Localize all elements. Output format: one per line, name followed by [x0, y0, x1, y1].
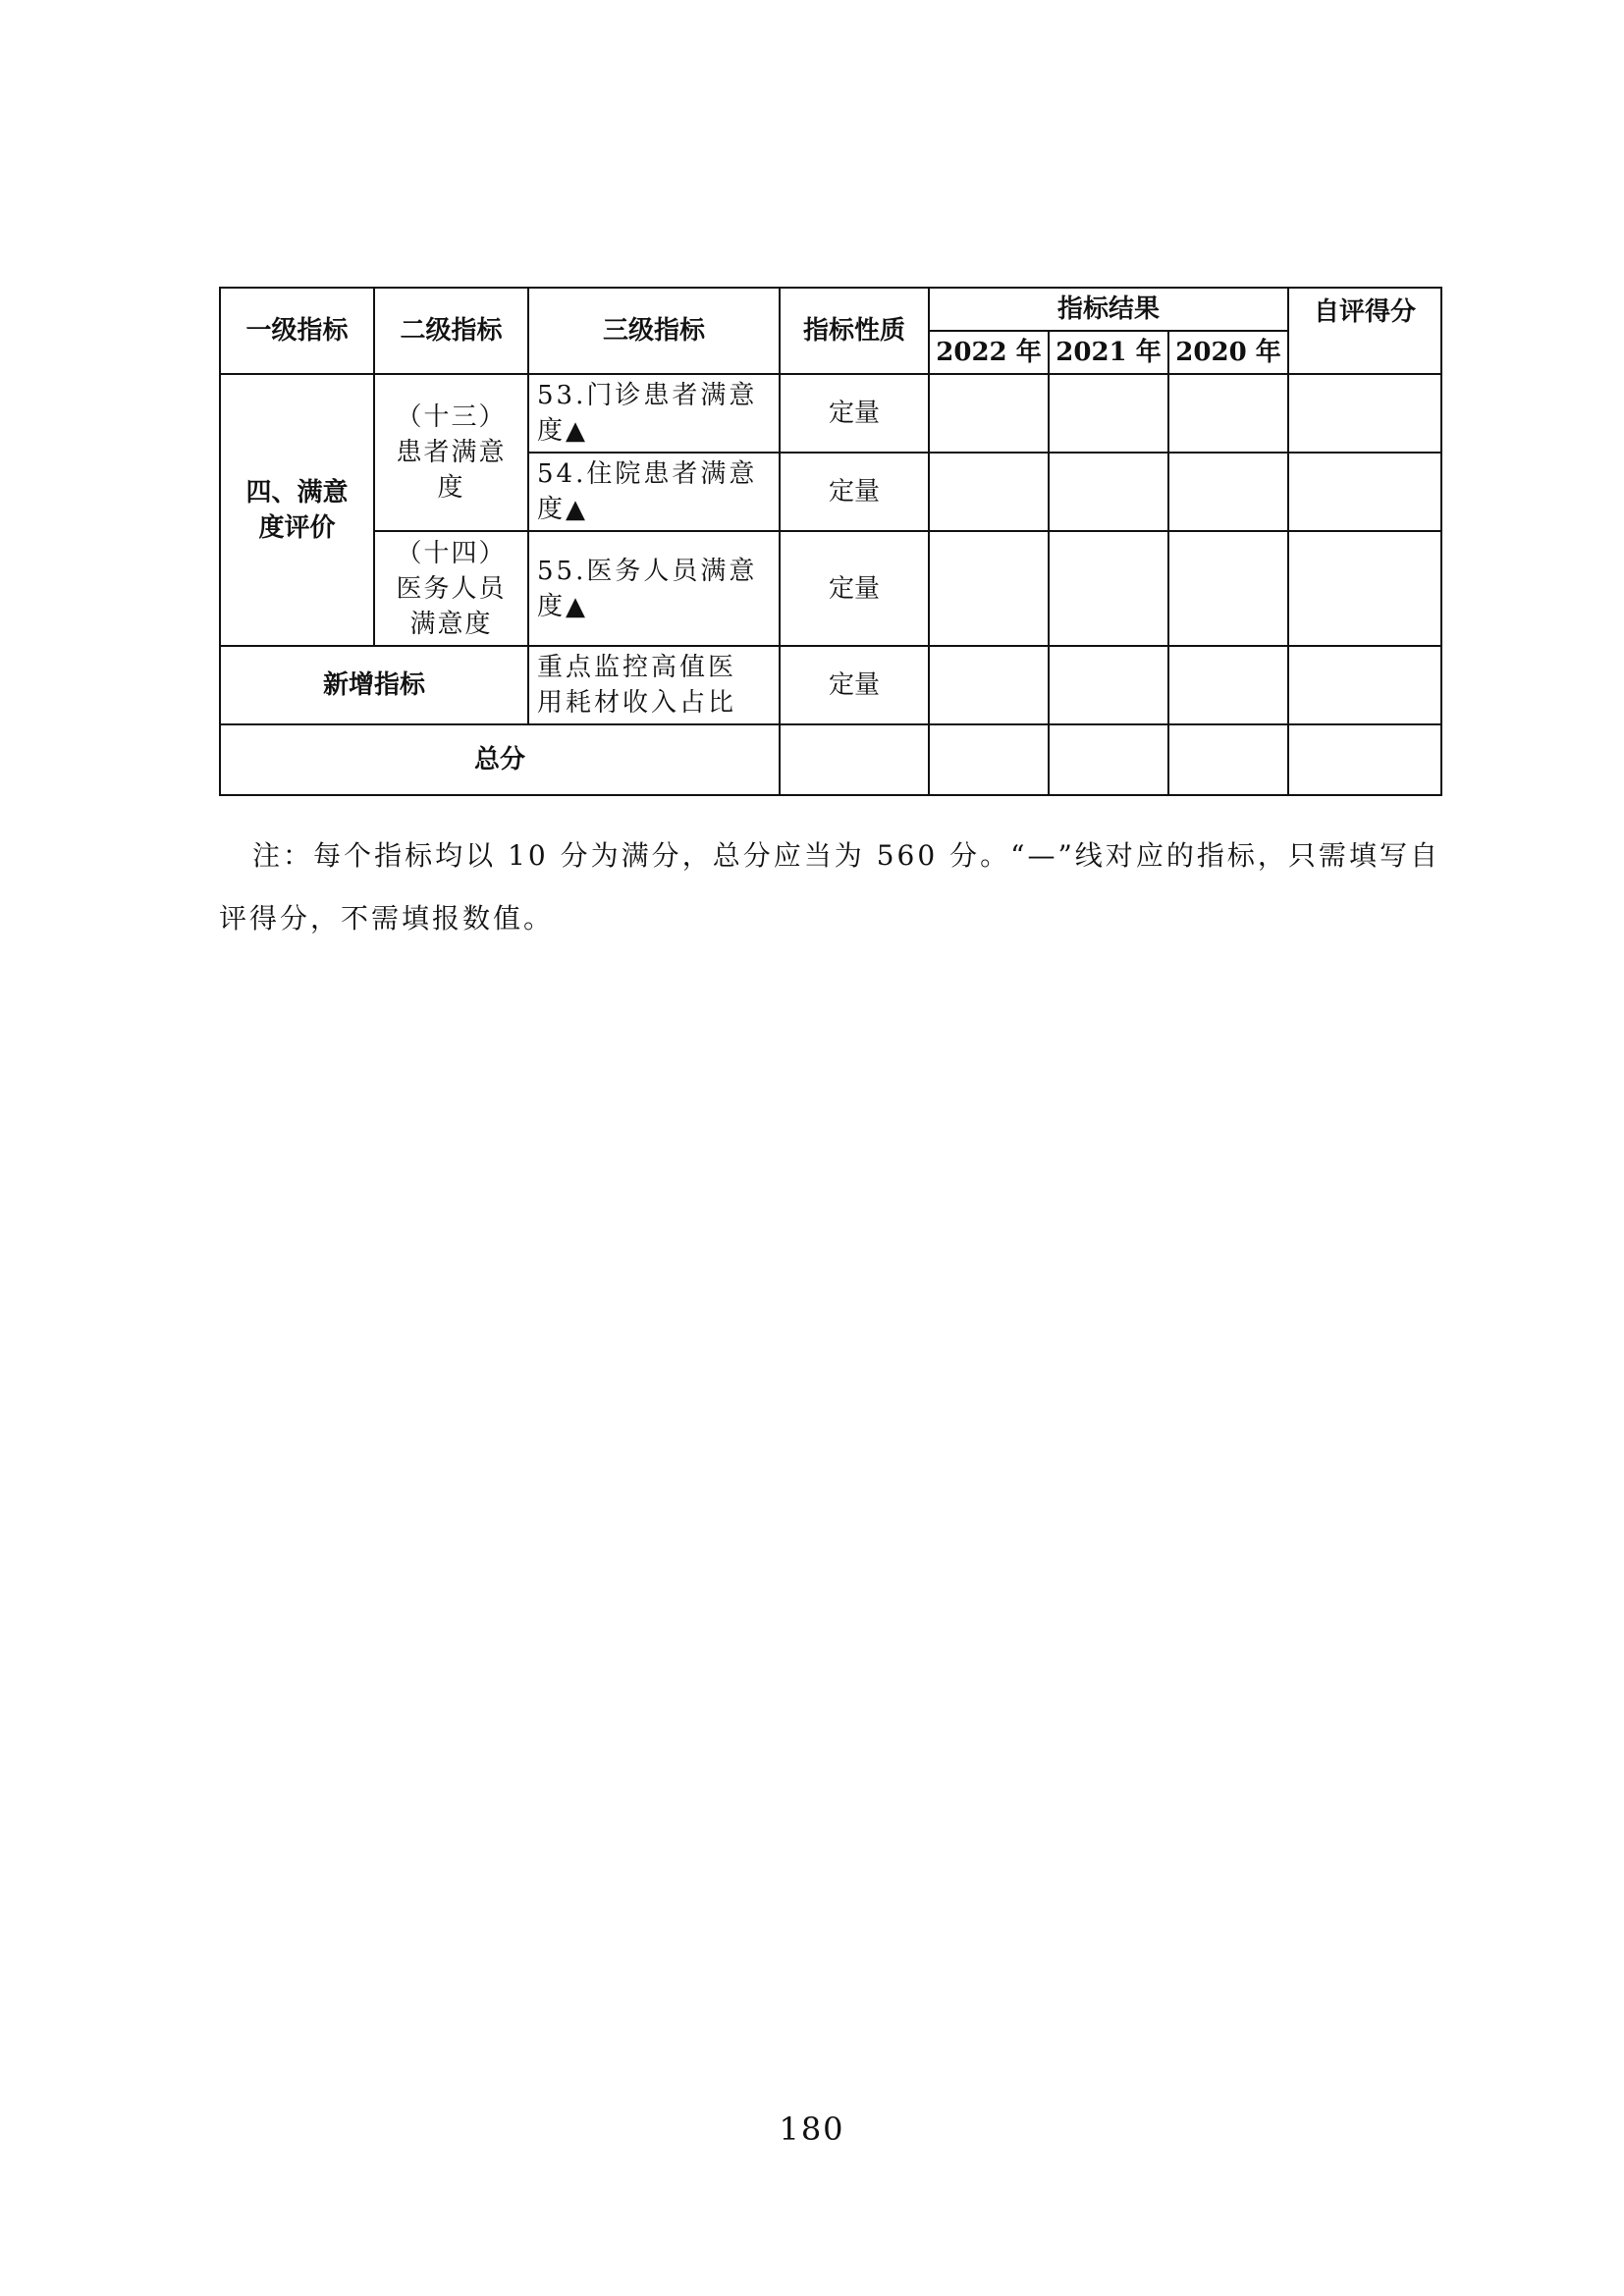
level2-line: 度: [437, 473, 465, 503]
new-indicator-label: 新增指标: [220, 646, 528, 724]
header-nature: 指标性质: [780, 288, 929, 374]
total-row: [220, 724, 1441, 795]
total-label: 总分: [220, 724, 780, 795]
level3-line: 54.住院患者满意: [537, 459, 758, 489]
result-2022-cell[interactable]: [929, 531, 1049, 646]
level2-patient-satisfaction-cell: [374, 374, 528, 531]
level3-new-indicator: [528, 646, 780, 724]
result-2021-cell[interactable]: [1049, 531, 1168, 646]
result-2020-cell[interactable]: [1168, 453, 1288, 531]
self-score-cell[interactable]: [1288, 531, 1441, 646]
nature-cell: 定量: [780, 374, 929, 453]
total-nature-cell: [780, 724, 929, 795]
nature-cell: 定量: [780, 646, 929, 724]
header-row: [220, 288, 1441, 331]
level3-line: 53.门诊患者满意: [537, 381, 758, 410]
level3-item-53: [528, 374, 780, 453]
table-row: [220, 646, 1441, 724]
header-year-2022: 2022 年: [929, 331, 1049, 374]
total-self-score-cell[interactable]: [1288, 724, 1441, 795]
total-2021-cell[interactable]: [1049, 724, 1168, 795]
level3-line: 度▲: [537, 591, 588, 621]
result-2021-cell[interactable]: [1049, 453, 1168, 531]
self-score-cell[interactable]: [1288, 453, 1441, 531]
indicator-table: [219, 287, 1442, 796]
header-year-2021: 2021 年: [1049, 331, 1168, 374]
self-score-cell[interactable]: [1288, 374, 1441, 453]
result-2022-cell[interactable]: [929, 374, 1049, 453]
self-score-cell[interactable]: [1288, 646, 1441, 724]
table-row: [220, 531, 1441, 646]
result-2022-cell[interactable]: [929, 453, 1049, 531]
level3-line: 55.医务人员满意: [537, 556, 758, 586]
level2-line: 医务人员: [396, 573, 507, 604]
level2-staff-satisfaction-cell: [374, 531, 528, 646]
header-self-score: 自评得分: [1288, 288, 1441, 374]
header-level1: 一级指标: [220, 288, 374, 374]
level1-satisfaction-cell: [220, 374, 374, 646]
nature-cell: 定量: [780, 453, 929, 531]
nature-cell: 定量: [780, 531, 929, 646]
level2-line: （十四）: [396, 538, 507, 568]
result-2020-cell[interactable]: [1168, 646, 1288, 724]
level3-item-54: [528, 453, 780, 531]
level3-item-55: [528, 531, 780, 646]
table-row: [220, 374, 1441, 453]
level2-line: 满意度: [409, 609, 493, 639]
table-note: 注：每个指标均以 10 分为满分，总分应当为 560 分。“—”线对应的指标，只需填写自评得分，不需填报数值。: [219, 839, 1440, 934]
total-2022-cell[interactable]: [929, 724, 1049, 795]
level1-line: 四、满意: [245, 477, 349, 507]
header-year-2020: 2020 年: [1168, 331, 1288, 374]
header-level2: 二级指标: [374, 288, 528, 374]
level3-line: 度▲: [537, 416, 588, 446]
level3-line: 度▲: [537, 495, 588, 524]
level2-line: （十三）: [396, 402, 507, 432]
level2-line: 患者满意: [396, 438, 507, 467]
result-2022-cell[interactable]: [929, 646, 1049, 724]
header-level3: 三级指标: [528, 288, 780, 374]
level3-line: 重点监控高值医: [537, 653, 737, 682]
header-results: 指标结果: [929, 288, 1288, 331]
page-number: 180: [779, 2110, 845, 2148]
result-2020-cell[interactable]: [1168, 374, 1288, 453]
level1-line: 度评价: [258, 512, 336, 543]
result-2020-cell[interactable]: [1168, 531, 1288, 646]
result-2021-cell[interactable]: [1049, 374, 1168, 453]
total-2020-cell[interactable]: [1168, 724, 1288, 795]
result-2021-cell[interactable]: [1049, 646, 1168, 724]
level3-line: 用耗材收入占比: [537, 688, 737, 718]
